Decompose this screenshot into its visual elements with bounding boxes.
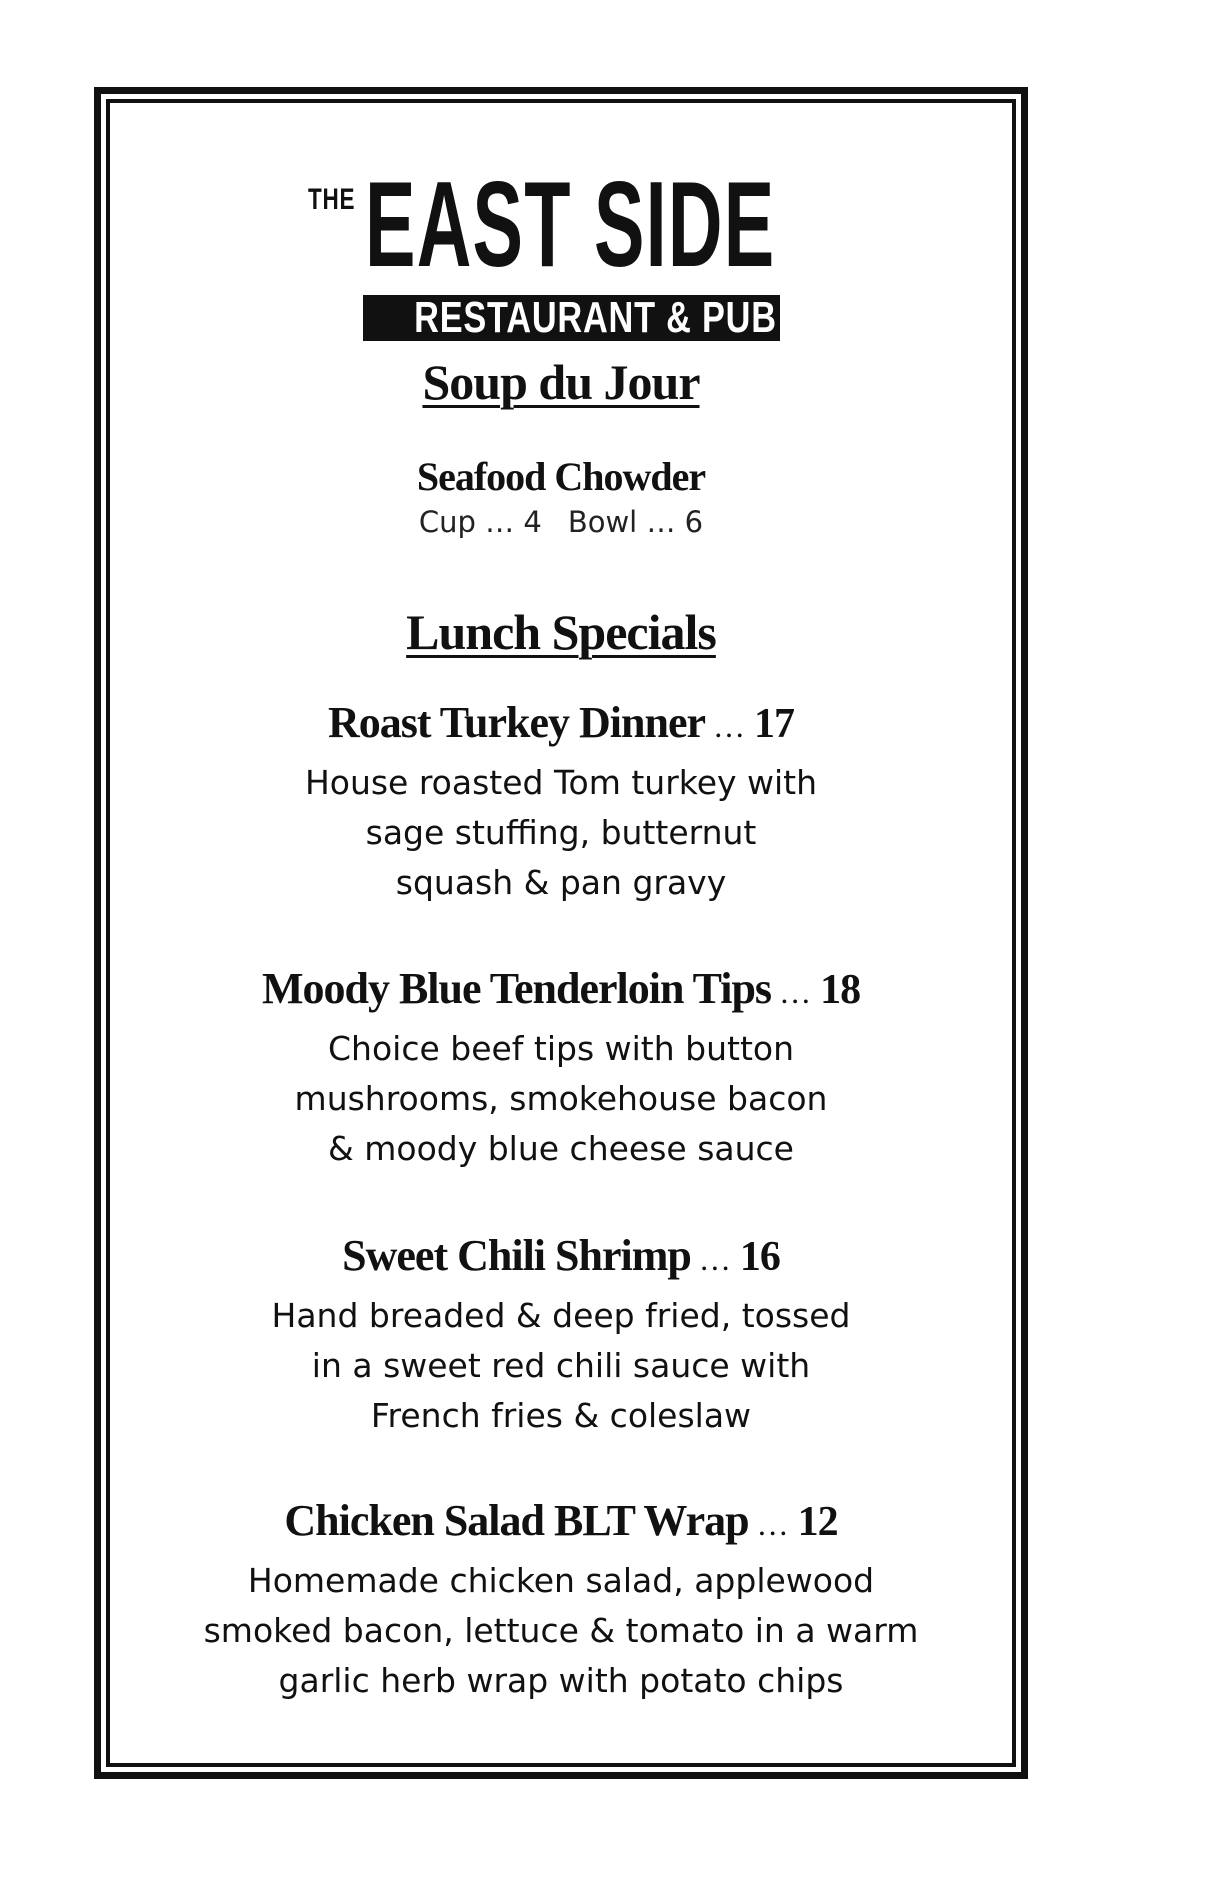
menu-item-desc-line: sage stuffing, butternut	[365, 813, 757, 852]
logo-subtitle-bar	[363, 295, 780, 341]
menu-item-name: Chicken Salad BLT Wrap	[284, 1496, 749, 1545]
menu-item-desc-line: House roasted Tom turkey with	[304, 763, 818, 802]
menu-item-desc-line: smoked bacon, lettuce & tomato in a warm	[203, 1611, 919, 1650]
menu-item-description	[110, 1556, 1012, 1706]
logo-the-text: THE	[308, 183, 356, 216]
menu-item-title	[110, 1493, 1012, 1552]
menu-item-dots: …	[756, 1506, 788, 1542]
menu-item-description	[110, 758, 1012, 908]
menu-item	[110, 1493, 1012, 1706]
menu-item-dots: …	[698, 1241, 730, 1277]
menu-page	[110, 103, 1012, 1763]
menu-item-desc-line: Choice beef tips with button	[328, 1029, 794, 1068]
menu-item-name: Roast Turkey Dinner	[327, 698, 706, 747]
menu-item-desc-line: & moody blue cheese sauce	[328, 1129, 794, 1168]
menu-item-desc-line: Hand breaded & deep fried, tossed	[271, 1296, 851, 1335]
menu-item-price: 12	[797, 1499, 838, 1545]
menu-item-price: 16	[739, 1234, 780, 1280]
menu-item-description	[110, 1291, 1012, 1441]
menu-item-title	[110, 1228, 1012, 1287]
menu-item-desc-line: squash & pan gravy	[395, 863, 727, 902]
lunch-heading: Lunch Specials	[406, 604, 716, 660]
logo-subtitle-text: RESTAURANT & PUB	[414, 295, 777, 341]
soup-prices	[110, 505, 1012, 539]
menu-item-title	[110, 695, 1012, 754]
menu-item-desc-line: Homemade chicken salad, applewood	[247, 1561, 875, 1600]
menu-item-desc-line: garlic herb wrap with potato chips	[278, 1661, 844, 1700]
restaurant-logo	[110, 103, 1012, 353]
soup-cup-price: Cup … 4	[418, 505, 542, 539]
soup-name: Seafood Chowder	[416, 454, 706, 499]
menu-item-dots: …	[713, 708, 745, 744]
menu-item-name: Moody Blue Tenderloin Tips	[261, 964, 772, 1013]
menu-item-desc-line: mushrooms, smokehouse bacon	[294, 1079, 828, 1118]
menu-item-desc-line: French fries & coleslaw	[370, 1396, 752, 1435]
soup-heading: Soup du Jour	[422, 354, 700, 410]
soup-bowl-price: Bowl … 6	[567, 505, 704, 539]
menu-item	[110, 695, 1012, 908]
menu-item	[110, 961, 1012, 1174]
menu-item-title	[110, 961, 1012, 1020]
menu-item-desc-line: in a sweet red chili sauce with	[311, 1346, 811, 1385]
menu-item-description	[110, 1024, 1012, 1174]
menu-item-price: 18	[820, 967, 861, 1013]
menu-item-name: Sweet Chili Shrimp	[342, 1231, 691, 1280]
menu-item	[110, 1228, 1012, 1441]
menu-item-price: 17	[754, 701, 795, 747]
menu-item-dots: …	[779, 974, 811, 1010]
logo-name-text: EAST SIDE	[365, 156, 776, 292]
